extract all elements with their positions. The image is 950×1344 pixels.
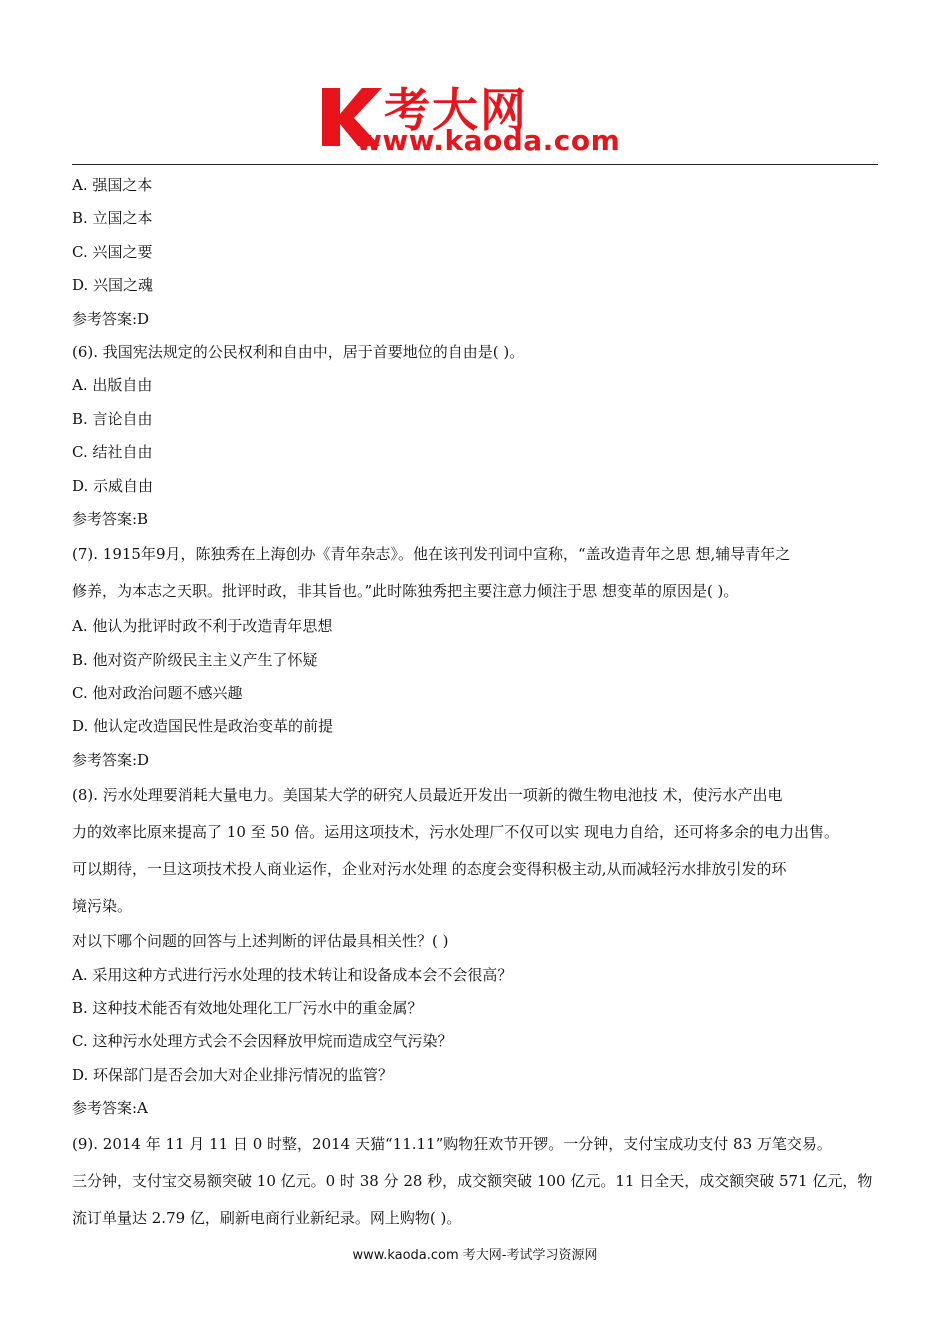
question-7-line: (7). 1915年9月，陈独秀在上海创办《青年杂志》。他在该刊发刊词中宣称，“盖改造青年之思 想,辅导青年之	[72, 545, 791, 564]
question-7-line: 修养，为本志之天职。批评时政，非其旨也。”此时陈独秀把主要注意力倾注于思 想变革的原因是( )。	[72, 582, 739, 601]
header-divider	[72, 164, 878, 165]
logo-chinese-text: 考大网	[384, 83, 528, 137]
option-line: B. 这种技术能否有效地处理化工厂污水中的重金属？	[72, 999, 423, 1018]
option-line: D. 他认定改造国民性是政治变革的前提	[72, 717, 334, 736]
option-line: A. 强国之本	[72, 176, 153, 194]
option-line: A. 采用这种方式进行污水处理的技术转让和设备成本会不会很高？	[72, 965, 513, 984]
question-8-line: 力的效率比原来提高了 10 至 50 倍。运用这项技术，污水处理厂不仅可以实 现电力自给，还可将多余的电力出售。	[72, 823, 840, 842]
question-9-line: 流订单量达 2.79 亿，刷新电商行业新纪录。网上购物( )。	[72, 1208, 462, 1227]
answer-line: 参考答案:B	[72, 509, 149, 528]
option-line: B. 他对资产阶级民主主义产生了怀疑	[72, 650, 318, 669]
logo-url-text: www.kaoda.com	[356, 124, 621, 157]
answer-line: 参考答案:D	[72, 309, 150, 328]
question-8-line: 境污染。	[72, 897, 133, 916]
option-line: D. 示威自由	[72, 476, 154, 495]
question-8-prompt: 对以下哪个问题的回答与上述判断的评估最具相关性？( )	[72, 932, 449, 951]
option-line: C. 这种污水处理方式会不会因释放甲烷而造成空气污染？	[72, 1032, 453, 1051]
question-content	[72, 169, 880, 1237]
option-line: D. 环保部门是否会加大对企业排污情况的监管？	[72, 1065, 394, 1084]
option-line: C. 结社自由	[72, 443, 153, 462]
option-line: A. 他认为批评时政不利于改造青年思想	[72, 617, 333, 636]
page-footer: www.kaoda.com 考大网-考试学习资源网	[352, 1248, 598, 1263]
option-line: A. 出版自由	[72, 376, 153, 395]
option-line: C. 兴国之要	[72, 242, 153, 261]
question-9-line: 三分钟，支付宝交易额突破 10 亿元。0 时 38 分 28 秒，成交额突破 100 亿元。11 日全天，成交额突破 571 亿元，物	[72, 1171, 873, 1190]
answer-line: 参考答案:D	[72, 750, 150, 769]
option-line: B. 立国之本	[72, 209, 153, 228]
question-9-line: (9). 2014 年 11 月 11 日 0 时整，2014 天猫“11.11”购物狂欢节开锣。一分钟，支付宝成功支付 83 万笔交易。	[72, 1134, 832, 1153]
question-8-line: 可以期待，一旦这项技术投人商业运作，企业对污水处理 的态度会变得积极主动,从而减轻污水排放引发的环	[72, 860, 787, 879]
option-line: B. 言论自由	[72, 409, 153, 428]
question-6: (6). 我国宪法规定的公民权利和自由中，居于首要地位的自由是( )。	[72, 342, 525, 361]
option-line: C. 他对政治问题不感兴趣	[72, 684, 243, 703]
option-line: D. 兴国之魂	[72, 276, 154, 295]
answer-line: 参考答案:A	[72, 1099, 148, 1118]
kaoda-logo	[318, 80, 648, 158]
question-8-line: (8). 污水处理要消耗大量电力。美国某大学的研究人员最近开发出一项新的微生物电池技 术，使污水产出电	[72, 786, 783, 805]
